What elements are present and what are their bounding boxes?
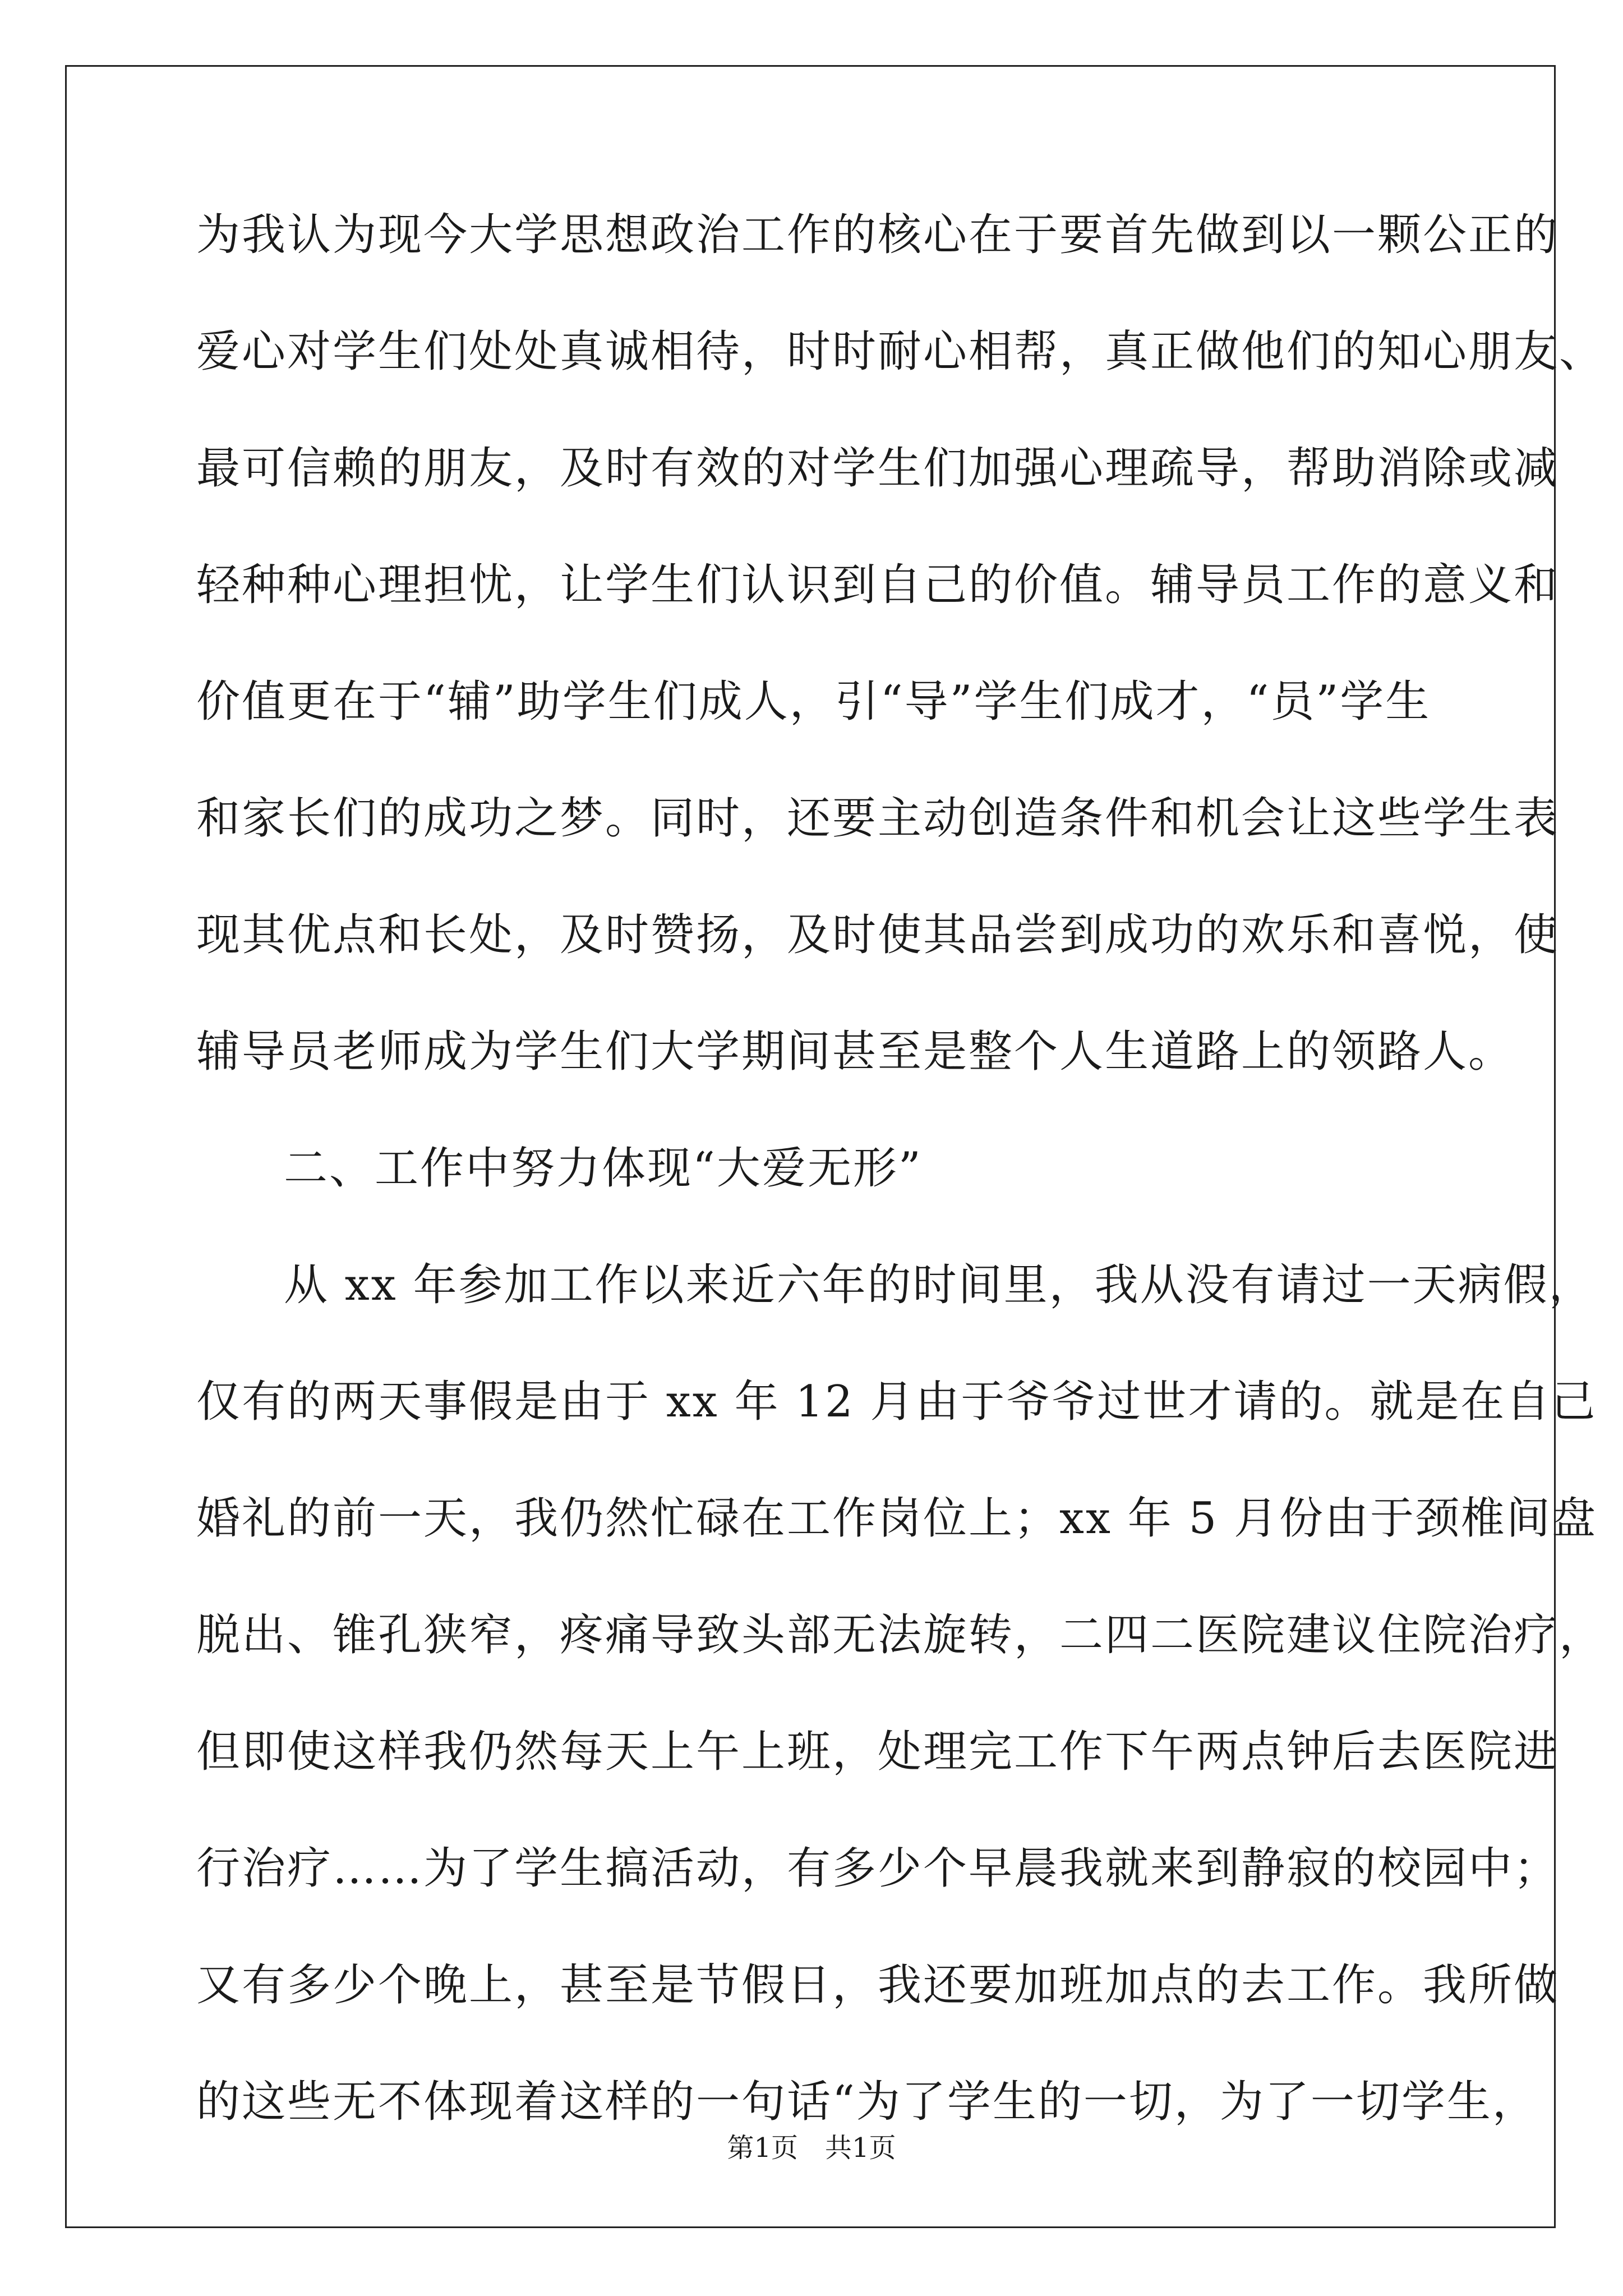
- text-line: 又有多少个晚上，甚至是节假日，我还要加班加点的去工作。我所做: [196, 1960, 1560, 2010]
- page-number-footer: 第1页 共1页: [727, 2132, 896, 2164]
- text-line: 但即使这样我仍然每天上午上班，处理完工作下午两点钟后去医院进: [196, 1727, 1560, 1777]
- text-line: 的这些无不体现着这样的一句话“为了学生的一切，为了一切学生，: [196, 2077, 1538, 2127]
- text-line: 脱出、锥孔狭窄，疼痛导致头部无法旋转，二四二医院建议住院治疗，: [196, 1610, 1605, 1660]
- text-line: 爱心对学生们处处真诚相待，时时耐心相帮，真正做他们的知心朋友、: [196, 326, 1605, 377]
- text-line: 婚礼的前一天，我仍然忙碌在工作岗位上；xx 年 5 月份由于颈椎间盘: [196, 1493, 1597, 1544]
- text-line: 和家长们的成功之梦。同时，还要主动创造条件和机会让这些学生表: [196, 793, 1560, 844]
- document-body: [196, 210, 1605, 2197]
- text-line: 价值更在于“辅”助学生们成人，引“导”学生们成才，“员”学生: [196, 677, 1431, 727]
- text-line: 辅导员老师成为学生们大学期间甚至是整个人生道路上的领路人。: [196, 1027, 1514, 1077]
- text-line: 轻种种心理担忧，让学生们认识到自己的价值。辅导员工作的意义和: [196, 560, 1560, 610]
- text-line: 现其优点和长处，及时赞扬，及时使其品尝到成功的欢乐和喜悦，使: [196, 910, 1560, 960]
- text-line: 仅有的两天事假是由于 xx 年 12 月由于爷爷过世才请的。就是在自己: [196, 1377, 1597, 1427]
- text-line: 为我认为现今大学思想政治工作的核心在于要首先做到以一颗公正的: [196, 210, 1560, 260]
- text-line: 最可信赖的朋友，及时有效的对学生们加强心理疏导，帮助消除或减: [196, 443, 1560, 494]
- text-line: 行治疗……为了学生搞活动，有多少个早晨我就来到静寂的校园中；: [196, 1843, 1560, 1894]
- text-line: 从 xx 年参加工作以来近六年的时间里，我从没有请过一天病假，: [284, 1260, 1594, 1310]
- section-heading: 二、工作中努力体现“大爱无形”: [284, 1143, 923, 1194]
